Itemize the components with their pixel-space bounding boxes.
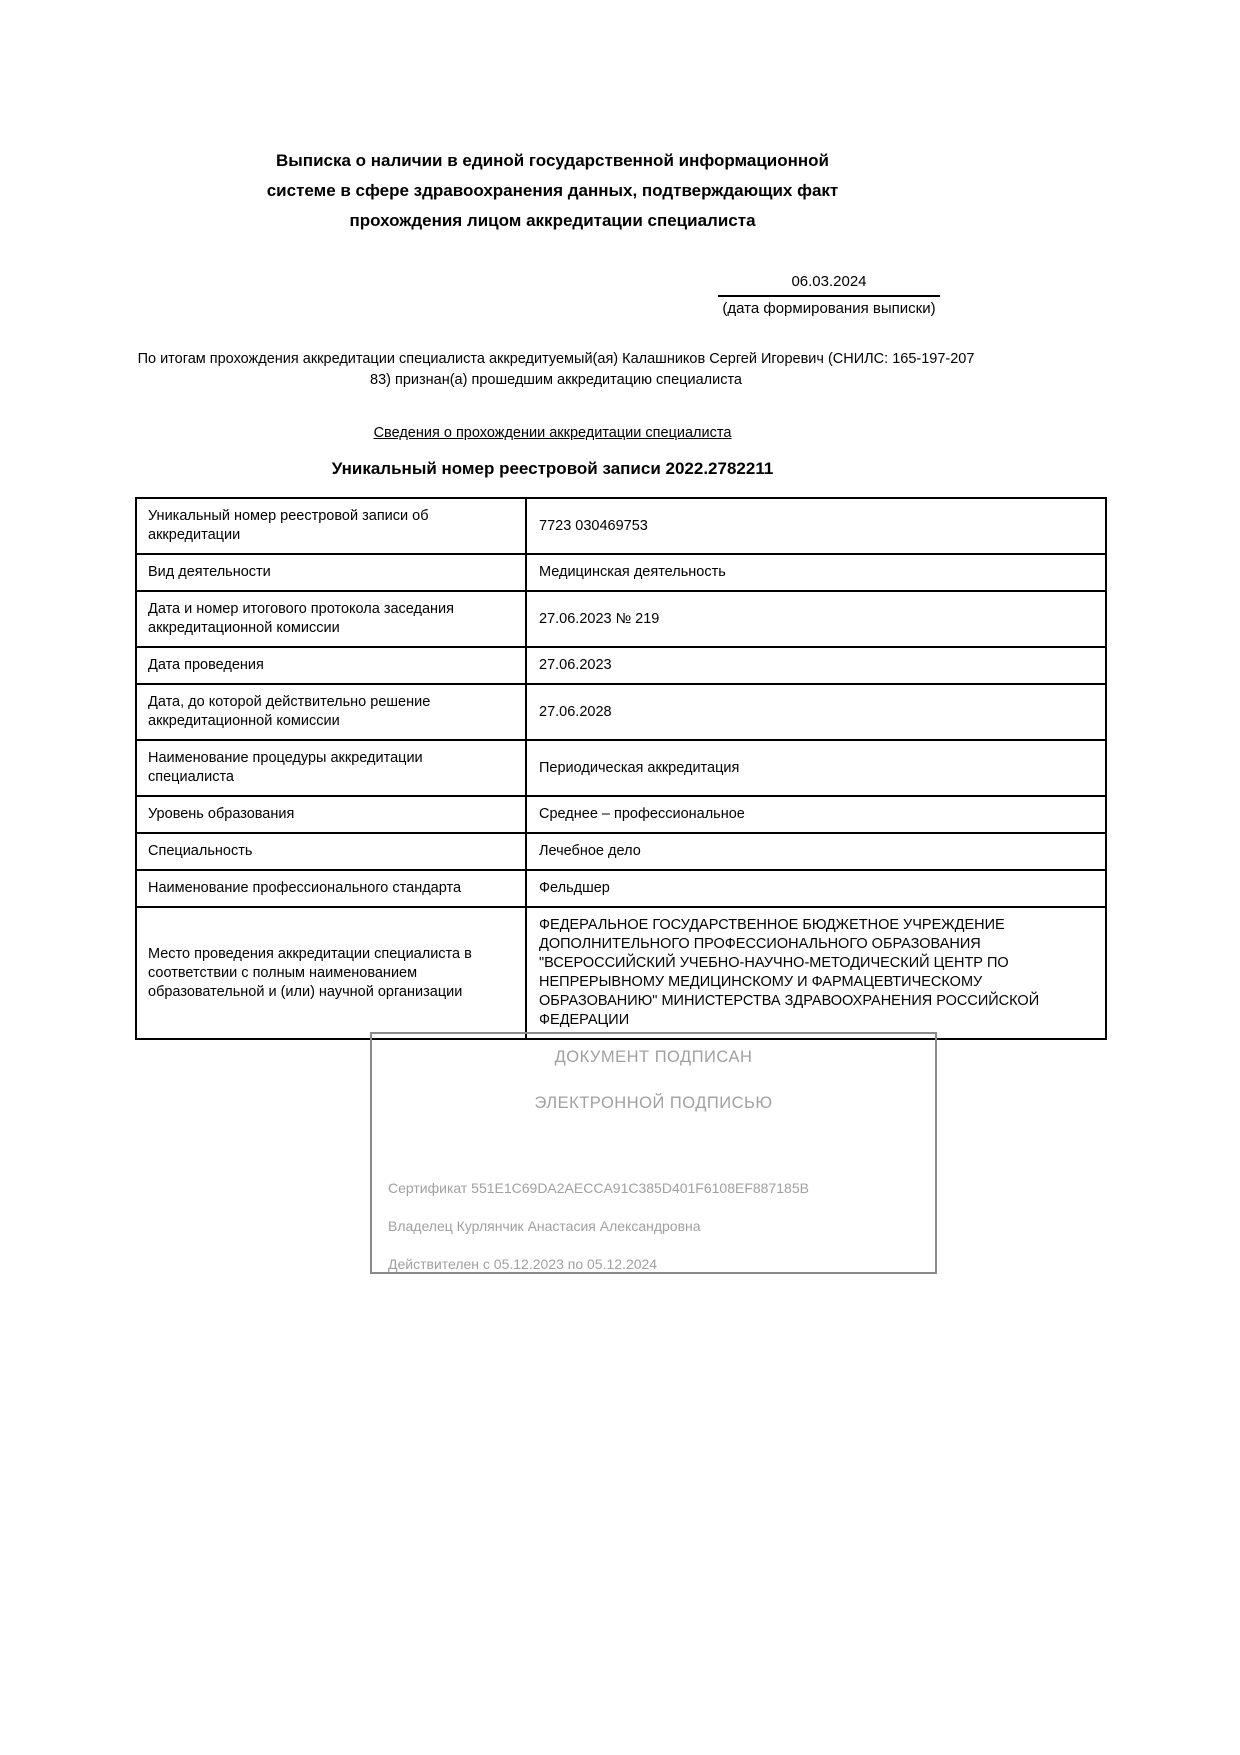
row-value-education-level: Среднее – профессиональное xyxy=(526,796,1106,833)
document-title-line-1: Выписка о наличии в единой государственной информационной xyxy=(276,151,829,170)
row-label-education-level: Уровень образования xyxy=(136,796,526,833)
section-heading-text: Сведения о прохождении аккредитации специалиста xyxy=(373,425,732,441)
row-label-registry-number: Уникальный номер реестровой записи об аккредитации xyxy=(136,498,526,554)
table-row xyxy=(136,833,1106,870)
row-value-venue-organization: ФЕДЕРАЛЬНОЕ ГОСУДАРСТВЕННОЕ БЮДЖЕТНОЕ УЧРЕЖДЕНИЕ ДОПОЛНИТЕЛЬНОГО ПРОФЕССИОНАЛЬНОГО ОБРАЗОВАНИЯ "ВСЕРОССИЙСКИЙ УЧЕБНО-НАУЧНО-МЕТОДИЧЕСКИЙ ЦЕНТР ПО НЕПРЕРЫВНОМУ МЕДИЦИНСКОМУ И ФАРМАЦЕВТИЧЕСКОМУ ОБРАЗОВАНИЮ" МИНИСТЕРСТВА ЗДРАВООХРАНЕНИЯ РОССИЙСКОЙ ФЕДЕРАЦИИ xyxy=(526,907,1106,1039)
signature-title-line1: ДОКУМЕНТ ПОДПИСАН xyxy=(554,1048,753,1066)
table-row xyxy=(136,647,1106,684)
section-heading xyxy=(135,425,970,441)
signature-validity: Действителен с 05.12.2023 по 05.12.2024 xyxy=(388,1256,658,1272)
accreditation-table xyxy=(135,497,1107,1040)
table-row xyxy=(136,740,1106,796)
row-value-specialty: Лечебное дело xyxy=(526,833,1106,870)
row-value-date-held: 27.06.2023 xyxy=(526,647,1106,684)
row-label-valid-until: Дата, до которой действительно решение аккредитационной комиссии xyxy=(136,684,526,740)
row-label-specialty: Специальность xyxy=(136,833,526,870)
signature-title-line2: ЭЛЕКТРОННОЙ ПОДПИСЬЮ xyxy=(534,1094,773,1112)
record-number-heading: Уникальный номер реестровой записи 2022.2782211 xyxy=(331,459,774,478)
row-value-registry-number: 7723 030469753 xyxy=(526,498,1106,554)
table-row xyxy=(136,554,1106,591)
row-label-procedure-name: Наименование процедуры аккредитации специалиста xyxy=(136,740,526,796)
document-title-line-3: прохождения лицом аккредитации специалиста xyxy=(349,211,756,230)
document-title-line-2: системе в сфере здравоохранения данных, подтверждающих факт xyxy=(266,181,839,200)
table-row xyxy=(136,498,1106,554)
table-row xyxy=(136,591,1106,647)
table-row xyxy=(136,870,1106,907)
row-value-protocol: 27.06.2023 № 219 xyxy=(526,591,1106,647)
row-value-activity-type: Медицинская деятельность xyxy=(526,554,1106,591)
document-title xyxy=(135,146,970,236)
signature-certificate: Сертификат 551E1C69DA2AECCA91C385D401F6108EF887185B xyxy=(388,1180,809,1196)
extract-date-caption: (дата формирования выписки) xyxy=(722,300,936,317)
signature-box xyxy=(370,1032,937,1274)
extract-date: 06.03.2024 xyxy=(718,272,940,297)
row-label-venue-organization: Место проведения аккредитации специалиста в соответствии с полным наименованием образовательной и (или) научной организации xyxy=(136,907,526,1039)
row-label-professional-standard: Наименование профессионального стандарта xyxy=(136,870,526,907)
row-label-activity-type: Вид деятельности xyxy=(136,554,526,591)
row-label-protocol: Дата и номер итогового протокола заседания аккредитационной комиссии xyxy=(136,591,526,647)
signature-owner: Владелец Курлянчик Анастасия Александровна xyxy=(388,1218,701,1234)
table-row xyxy=(136,796,1106,833)
extract-date-block xyxy=(718,272,940,319)
row-value-valid-until: 27.06.2028 xyxy=(526,684,1106,740)
table-row xyxy=(136,907,1106,1039)
row-label-date-held: Дата проведения xyxy=(136,647,526,684)
row-value-professional-standard: Фельдшер xyxy=(526,870,1106,907)
table-row xyxy=(136,684,1106,740)
row-value-procedure-name: Периодическая аккредитация xyxy=(526,740,1106,796)
intro-paragraph: По итогам прохождения аккредитации специалиста аккредитуемый(ая) Калашников Сергей Игоревич (СНИЛС: 165-197-207 83) признан(а) прошедшим аккредитацию специалиста xyxy=(137,351,975,388)
